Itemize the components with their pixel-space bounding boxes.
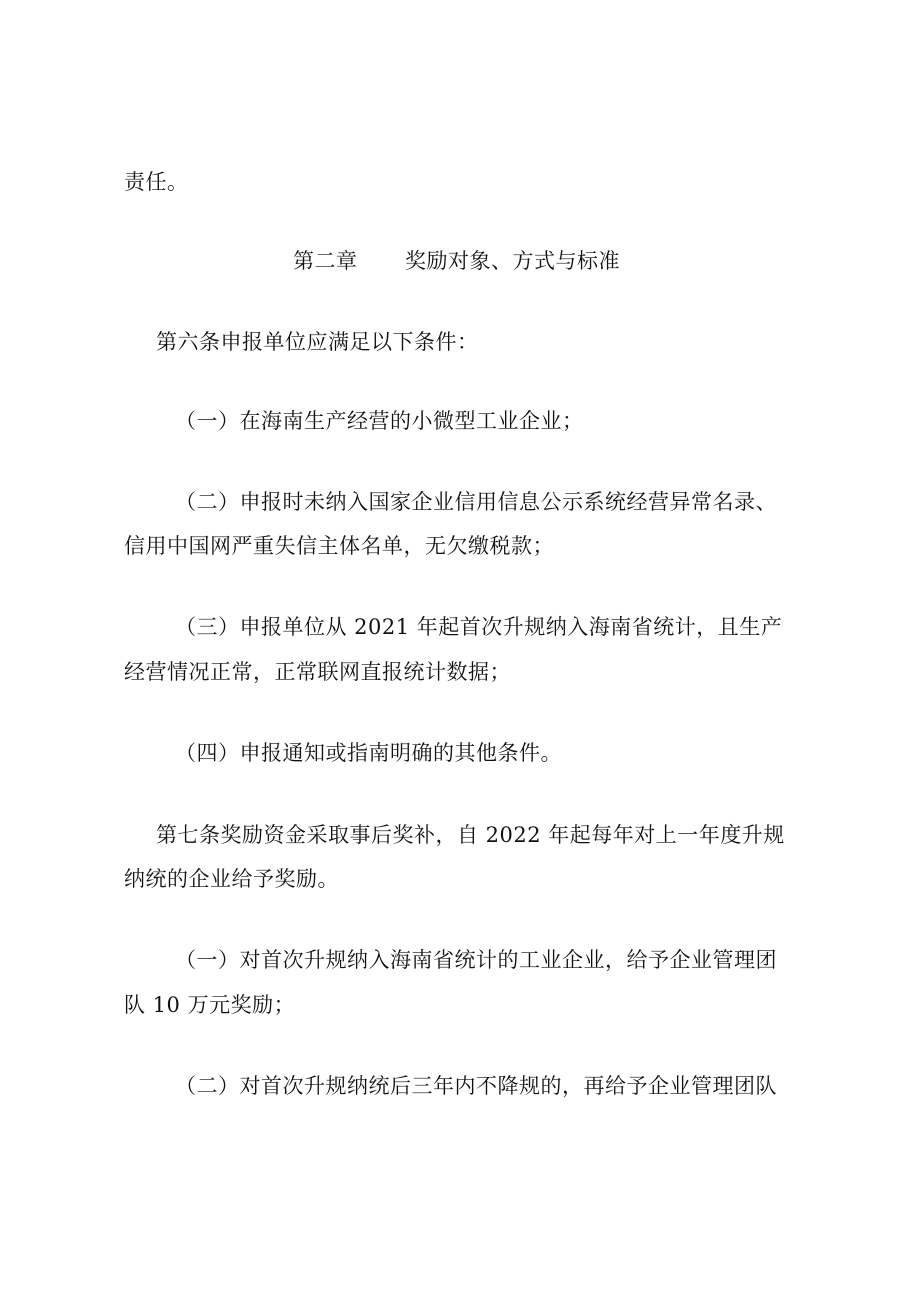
article-6-item-3-line-2: 经营情况正常，正常联网直报统计数据； [124,660,511,684]
article-7-item-1-line-1: （一）对首次升规纳入海南省统计的工业企业，给予企业管理团 [175,948,777,972]
chapter-number: 第二章 [293,249,358,273]
article-6-item-4: （四）申报通知或指南明确的其他条件。 [175,741,562,765]
article-6-item-1: （一）在海南生产经营的小微型工业企业； [175,409,584,433]
article-6: 第六条申报单位应满足以下条件： [156,330,479,354]
article-7-item-1-line-2: 队 10 万元奖励； [124,993,296,1017]
article-6-item-2-line-2: 信用中国网严重失信主体名单，无欠缴税款； [124,534,554,558]
article-6-item-2-line-1: （二）申报时未纳入国家企业信用信息公示系统经营异常名录、 [175,490,777,514]
article-7-item-2-line-1: （二）对首次升规纳统后三年内不降规的，再给予企业管理团队 [175,1074,777,1098]
article-7-line-1: 第七条奖励资金采取事后奖补，自 2022 年起每年对上一年度升规 [156,823,785,847]
chapter-title: 奖励对象、方式与标准 [405,249,620,273]
text-line: 责任。 [124,170,189,194]
article-7-line-2: 纳统的企业给予奖励。 [124,867,339,891]
article-6-item-3-line-1: （三）申报单位从 2021 年起首次升规纳入海南省统计，且生产 [175,615,783,639]
